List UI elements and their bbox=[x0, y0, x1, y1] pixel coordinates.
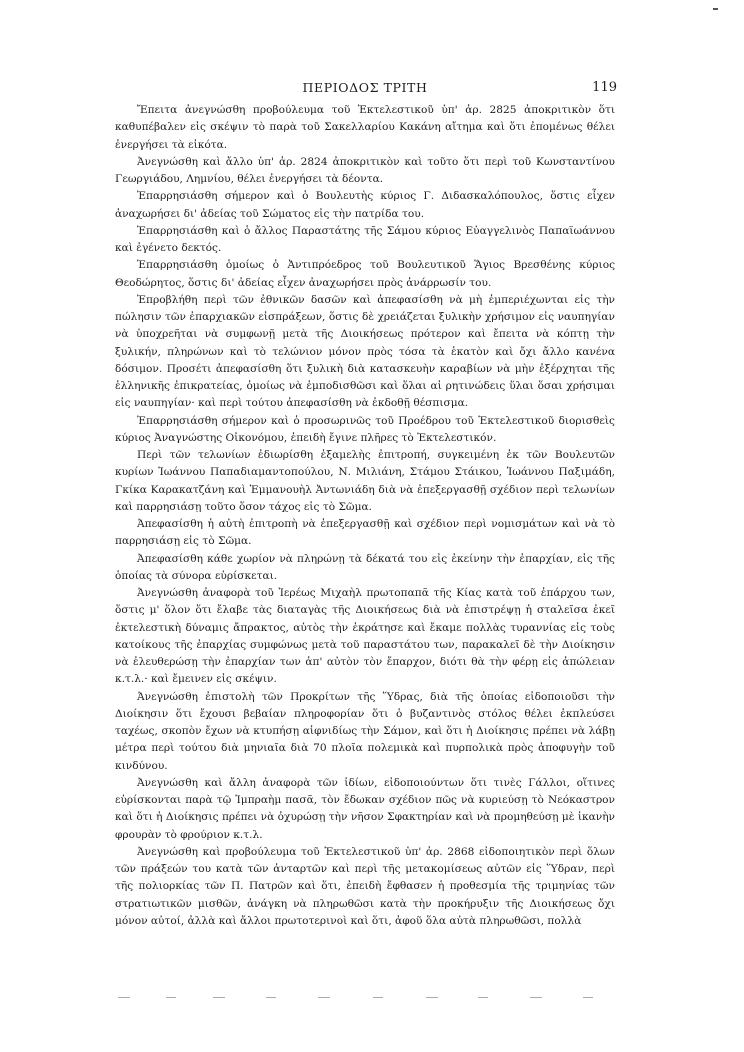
paragraph: Ἐπαρρησιάσθη σήμερον καὶ ὁ Βουλευτὴς κύριος Γ. Διδασκαλόπουλος, ὅστις εἶχεν ἀναχωρήσει δι' ἀδείας τοῦ Σώματος εἰς τὴν πατρίδα του. bbox=[115, 190, 615, 220]
scan-mark bbox=[530, 997, 542, 998]
paragraph: Ἀνεγνώσθη ἐπιστολὴ τῶν Προκρίτων τῆς Ὕδρας, διὰ τῆς ὁποίας εἰδοποιοῦσι τὴν Διοίκησιν ὅτι ἔχουσι βεβαίαν πληροφορίαν ὅτι ὁ βυζαντινὸς στόλος θέλει ἐκπλεύσει ταχέως, σκοπὸν ἔχων νὰ κτυπήσῃ αἰφνιδίως τὴν Σάμον, καὶ ὅτι ἡ Διοίκησις πρέπει νὰ λάβῃ μέτρα περὶ τούτου διὰ μηνιαῖα διὰ 70 πλοῖα πολεμικὰ καὶ πυρπολικὰ πρὸς ἀποφυγὴν τοῦ κινδύνου. bbox=[115, 690, 615, 772]
paragraph: Ἐπαρρησιάσθη σήμερον καὶ ὁ προσωρινῶς τοῦ Προέδρου τοῦ Ἐκτελεστικοῦ διορισθεὶς κύριος Ἀναγνώστης Οἰκονόμου, ἐπειδὴ ἔγινε πλῆρες τὸ Ἐκτελεστικόν. bbox=[115, 414, 615, 444]
scan-mark bbox=[118, 997, 130, 998]
scan-mark bbox=[166, 997, 176, 998]
paragraph: Ἀπεφασίσθη ἡ αὐτὴ ἐπιτροπὴ νὰ ἐπεξεργασθῇ καὶ σχέδιον περὶ νομισμάτων καὶ νὰ τὸ παρρησιάσῃ εἰς τὸ Σῶμα. bbox=[115, 518, 615, 548]
paragraph: Ἔπειτα ἀνεγνώσθη προβούλευμα τοῦ Ἐκτελεστικοῦ ὑπ' ἀρ. 2825 ἀποκριτικὸν ὅτι καθυπέβαλεν εἰς σκέψιν τὸ παρὰ τοῦ Σακελλαρίου Κακάνη αἴτημα καὶ ὅτι ἐπομένως θέλει ἐνεργήσει τὰ εἰκότα. bbox=[115, 104, 615, 151]
scan-mark bbox=[583, 997, 593, 998]
scan-mark bbox=[373, 997, 383, 998]
scan-mark bbox=[266, 997, 276, 998]
scan-mark bbox=[478, 997, 488, 998]
scan-mark bbox=[713, 8, 718, 10]
scan-mark bbox=[213, 997, 225, 998]
paragraph: Ἀνεγνώσθη καὶ ἄλλη ἀναφορὰ τῶν ἰδίων, εἰδοποιούντων ὅτι τινὲς Γάλλοι, οἵτινες εὑρίσκονται παρὰ τῷ Ἰμπραὴμ πασᾶ, τὸν ἔδωκαν σχέδιον πῶς νὰ κυριεύσῃ τὸ Νεόκαστρον καὶ ὅτι ἡ Διοίκησις πρέπει νὰ ὀχυρώσῃ τὴν νῆσον Σφακτηρίαν καὶ νὰ προμηθεύσῃ μὲ ἱκανὴν φρουρὰν τὸ φρούριον κ.τ.λ. bbox=[115, 776, 615, 841]
paragraph: Ἐπαρρησιάσθη ὁμοίως ὁ Ἀντιπρόεδρος τοῦ Βουλευτικοῦ Ἅγιος Βρεσθένης κύριος Θεοδώρητος, ὅστις δι' ἀδείας εἶχεν ἀναχωρήσει πρὸς ἀνάρρωσίν του. bbox=[115, 259, 615, 289]
paragraph: Ἀνεγνώσθη ἀναφορὰ τοῦ Ἱερέως Μιχαὴλ πρωτοπαπᾶ τῆς Κίας κατὰ τοῦ ἐπάρχου των, ὅστις μ' ὅλον ὅτι ἔλαβε τὰς διαταγὰς τῆς Διοικήσεως διὰ νὰ ἐπιστρέψῃ ἡ σταλεῖσα ἐκεῖ ἐκτελεστικὴ δύναμις ἄπρακτος, αὐτὸς τὴν ἐκράτησε καὶ ἔκαμε πολλὰς τυραννίας εἰς τοὺς κατοίκους τῆς ἐπαρχίας συμφώνως μετὰ τοῦ παραστάτου των, παρακαλεῖ δὲ τὴν Διοίκησιν νὰ ἐλευθερώσῃ τὴν ἐπαρχίαν των ἀπ' αὐτὸν τὸν ἔπαρχον, διότι θὰ τὴν φέρῃ εἰς ἀπώλειαν κ.τ.λ.· καὶ ἔμεινεν εἰς σκέψιν. bbox=[115, 587, 615, 686]
scan-mark bbox=[426, 997, 438, 998]
paragraph: Περὶ τῶν τελωνίων ἐδιωρίσθη ἐξαμελὴς ἐπιτροπή, συγκειμένη ἐκ τῶν Βουλευτῶν κυρίων Ἰωάννου Παπαδιαμαντοπούλου, Ν. Μιλιάνη, Στάμου Στάικου, Ἰωάννου Παξιμάδη, Γκίκα Καρακατζάνη καὶ Ἐμμανουὴλ Ἀντωνιάδη διὰ νὰ ἐπεξεργασθῇ σχέδιον περὶ τελωνίων καὶ παρρησιάσῃ τοῦτο ὅσον τάχος εἰς τὸ Σῶμα. bbox=[115, 449, 615, 513]
scan-mark bbox=[318, 997, 330, 998]
paragraph: Ἐπροβλήθη περὶ τῶν ἐθνικῶν δασῶν καὶ ἀπεφασίσθη νὰ μὴ ἐμπεριέχωνται εἰς τὴν πώλησιν τῶν ἐπαρχιακῶν εἰσπράξεων, ὅστις δὲ χρειάζεται ξυλικὴν χρήσιμον εἰς ναυπηγίαν νὰ ὑποχρεῆται νὰ συμφωνῇ μετὰ τῆς Διοικήσεως πρότερον καὶ ἔπειτα νὰ κόπτῃ τὴν ξυλικήν, πληρώνων καὶ τὸ τελώνιον μόνον πρὸς τόσα τὰ ἑκατὸν καὶ ὄχι ἄλλο κανένα δόσιμον. Προσέτι ἀπεφασίσθη ὅτι ξυλικὴ διὰ κατασκευὴν καραβίων νὰ μὴν ἐξέρχηται τῆς ἑλληνικῆς ἐπικρατείας, ὁμοίως νὰ ἐμποδισθῶσι καὶ ὅλαι αἱ ρητινώδεις ὕλαι ὅσαι χρήσιμαι εἰς ναυπηγίαν· καὶ περὶ τούτου ἀπεφασίσθη νὰ ἐκδοθῇ θέσπισμα. bbox=[115, 293, 615, 410]
running-title: ΠΕΡΙΟΔΟΣ ΤΡΙΤΗ bbox=[302, 80, 428, 95]
paragraph: Ἀνεγνώσθη καὶ προβούλευμα τοῦ Ἐκτελεστικοῦ ὑπ' ἀρ. 2868 εἰδοποιητικὸν περὶ ὅλων τῶν πράξεών του κατὰ τῶν ἀνταρτῶν καὶ περὶ τῆς μετακομίσεως αὐτῶν εἰς Ὕδραν, περὶ τῆς πολιορκίας τῶν Π. Πατρῶν καὶ ὅτι, ἐπειδὴ ἔφθασεν ἡ προθεσμία τῆς τριμηνίας τῶν στρατιωτικῶν μισθῶν, ἀνάγκη νὰ πληρωθῶσι κατὰ τὴν προκήρυξιν τῆς Διοικήσεως ὄχι μόνον αὐτοί, ἀλλὰ καὶ ἄλλοι πρωτοτερινοὶ καὶ ὅτι, ἀφοῦ ὅλα αὐτὰ πληρωθῶσι, πολλὰ bbox=[115, 845, 615, 927]
paragraph: Ἀνεγνώσθη καὶ ἄλλο ὑπ' ἀρ. 2824 ἀποκριτικὸν καὶ τοῦτο ὅτι περὶ τοῦ Κωνσταντίνου Γεωργιάδου, Λημνίου, θέλει ἐνεργήσει τὰ δέοντα. bbox=[115, 155, 615, 185]
paragraph: Ἐπαρρησιάσθη καὶ ὁ ἄλλος Παραστάτης τῆς Σάμου κύριος Εὐαγγελινὸς Παπαϊωάννου καὶ ἐγένετο δεκτός. bbox=[115, 224, 615, 254]
page-number: 119 bbox=[592, 80, 617, 95]
body-text bbox=[115, 102, 615, 930]
running-header bbox=[115, 80, 615, 100]
footer-scan-marks bbox=[118, 997, 618, 999]
paragraph: Ἀπεφασίσθη κάθε χωρίον νὰ πληρώνῃ τὰ δέκατά του εἰς ἐκείνην τὴν ἐπαρχίαν, εἰς τῆς ὁποίας τὰ σύνορα εὑρίσκεται. bbox=[115, 552, 615, 582]
